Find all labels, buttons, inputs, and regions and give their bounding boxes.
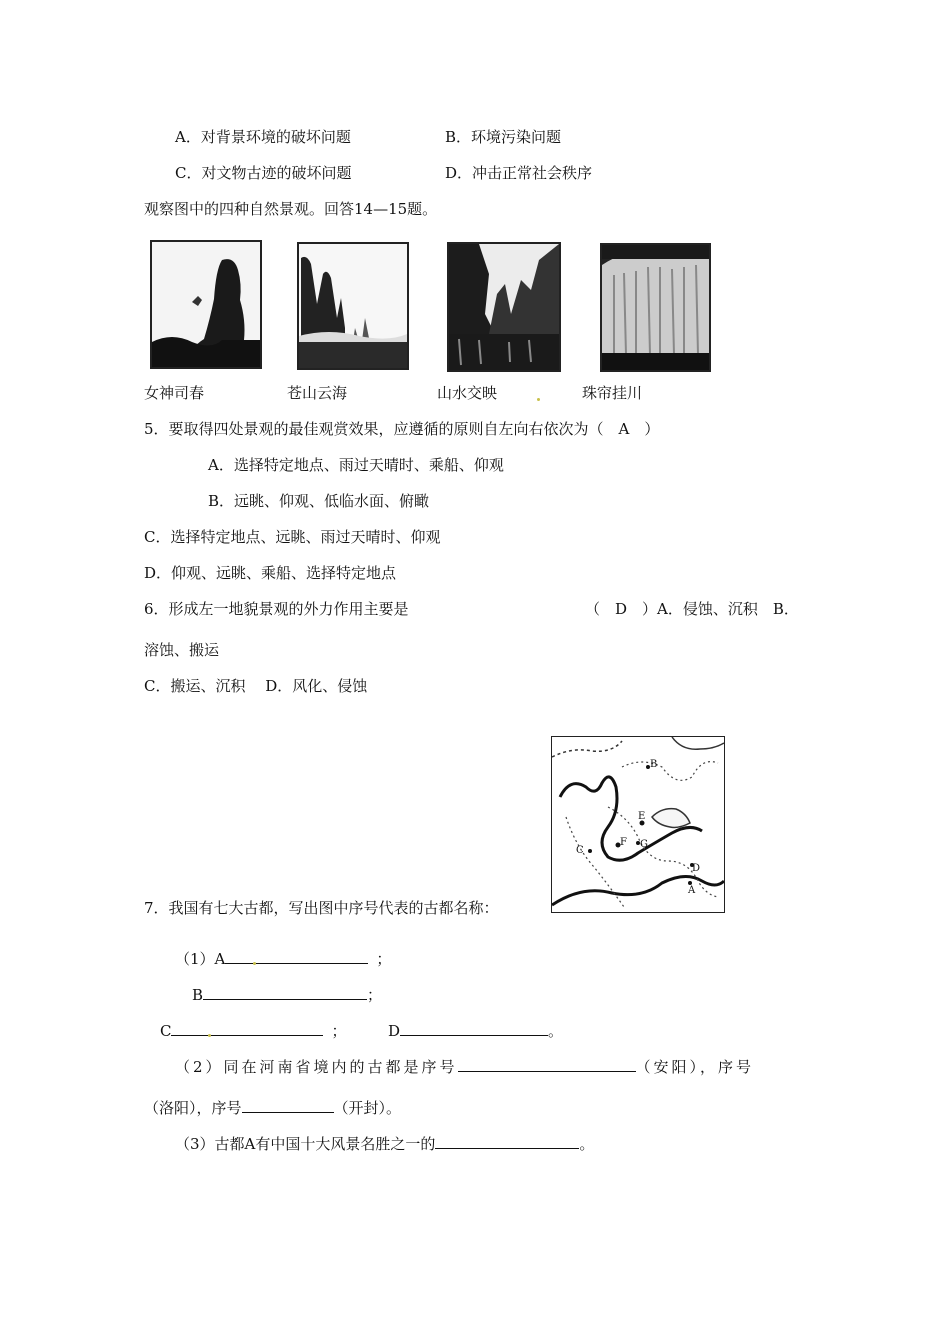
answer-blank-a[interactable] <box>225 948 368 964</box>
intro-text: 观察图中的四种自然景观。回答14—15题。 <box>144 200 438 218</box>
q7-part1-c-semicolon: ； <box>331 1022 347 1040</box>
q7-part2-anyang: （安阳），序号 <box>635 1058 755 1076</box>
q6-option-line2: 溶蚀、搬运 <box>144 641 220 659</box>
waterfall-photo <box>600 243 711 372</box>
q13-option-d: D．冲击正常社会秩序 <box>445 164 593 182</box>
q7-part1-b-semicolon: ； <box>367 986 383 1004</box>
q5-stem: 5．要取得四处景观的最佳观赏效果，应遵循的原则自左向右依次为（ A ） <box>144 420 660 438</box>
q13-option-a: A．对背景环境的破坏问题 <box>175 128 351 146</box>
speck-dot <box>208 1034 211 1037</box>
q7-part1-d-period: 。 <box>548 1022 564 1040</box>
q7-part1-c-label: C <box>160 1022 172 1040</box>
photo-caption-4: 珠帘挂川 <box>582 384 643 402</box>
map-label-b: B <box>650 759 658 770</box>
q13-option-b: B．环境污染问题 <box>445 128 562 146</box>
photo-caption-3: 山水交映 <box>437 384 498 402</box>
photo-caption-2: 苍山云海 <box>287 384 348 402</box>
q7-part1-d-label: D <box>388 1022 401 1040</box>
mountain-cloud-photo <box>297 242 409 370</box>
goddess-rock-photo <box>150 240 262 369</box>
answer-blank-anyang[interactable] <box>458 1056 636 1072</box>
q7-stem: 7．我国有七大古都，写出图中序号代表的古都名称： <box>144 899 499 917</box>
answer-blank-d[interactable] <box>400 1020 548 1036</box>
q7-part2-prefix: （2）同在河南省境内的古都是序号 <box>175 1058 458 1076</box>
q7-part3 <box>175 1133 594 1154</box>
q7-part2-line1 <box>175 1056 754 1077</box>
mountain-river-photo <box>447 242 561 372</box>
q7-part1-a-semicolon: ； <box>376 950 392 968</box>
capital-point-c <box>588 849 592 853</box>
answer-blank-kaifeng[interactable] <box>242 1097 334 1113</box>
photo-caption-1: 女神司春 <box>144 384 205 402</box>
answer-blank-b[interactable] <box>203 984 367 1000</box>
q13-option-c: C．对文物古迹的破坏问题 <box>175 164 352 182</box>
answer-blank-c[interactable] <box>171 1020 323 1036</box>
speck-dot <box>537 398 540 401</box>
q7-part3-prefix: （3）古都A有中国十大风景名胜之一的 <box>175 1135 436 1153</box>
q7-part1-b <box>192 984 382 1005</box>
map-label-g: G <box>640 839 648 850</box>
q7-part1-a <box>175 948 391 969</box>
q7-part1-a-label: （1）A <box>175 950 226 968</box>
q6-answer-options: （ D ）A．侵蚀、沉积 B． <box>585 600 799 618</box>
answer-blank-scenic[interactable] <box>435 1133 579 1149</box>
map-label-f: F <box>620 837 627 848</box>
q7-part2-line2 <box>144 1097 401 1118</box>
q7-part1-b-label: B <box>192 986 204 1004</box>
map-label-c: C <box>576 845 584 856</box>
q7-part3-period: 。 <box>579 1135 595 1153</box>
map-label-e: E <box>638 811 646 822</box>
q6-stem: 6．形成左一地貌景观的外力作用主要是 <box>144 600 409 618</box>
q7-part2-luoyang: （洛阳），序号 <box>144 1099 242 1117</box>
q5-option-b: B．远眺、仰观、低临水面、俯瞰 <box>208 492 430 510</box>
q6-option-line3: C．搬运、沉积 D．风化、侵蚀 <box>144 677 368 695</box>
q7-part1-c <box>160 1020 347 1041</box>
map-label-a: A <box>688 885 696 896</box>
q7-part1-d <box>388 1020 563 1041</box>
q7-part2-kaifeng: （开封）。 <box>333 1099 402 1117</box>
map-label-d: D <box>692 863 701 874</box>
q5-option-c: C．选择特定地点、远眺、雨过天晴时、仰观 <box>144 528 441 546</box>
ancient-capitals-map <box>551 736 725 913</box>
q5-option-a: A．选择特定地点、雨过天晴时、乘船、仰观 <box>208 456 504 474</box>
speck-dot <box>253 962 256 965</box>
q5-option-d: D．仰观、远眺、乘船、选择特定地点 <box>144 564 397 582</box>
